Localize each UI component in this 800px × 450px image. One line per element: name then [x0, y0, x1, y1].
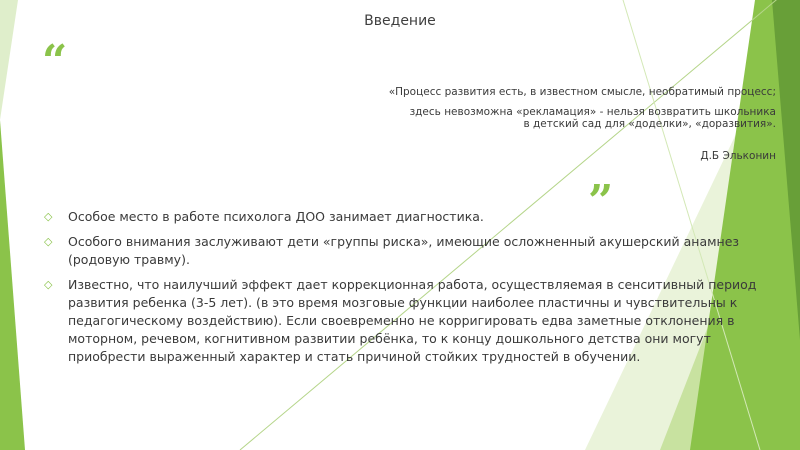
slide-title: Введение	[364, 13, 436, 29]
bullet-marker-icon: ◇	[44, 235, 53, 248]
bullet-list	[44, 208, 784, 373]
quote-author: Д.Б Эльконин	[700, 150, 776, 162]
bullet-marker-icon: ◇	[44, 210, 53, 223]
quote-line-3: в детский сад для «доделки», «доразвития».	[523, 118, 776, 130]
quote-line-2: здесь невозможна «рекламация» - нельзя возвратить школьника	[409, 106, 776, 118]
bullet-text: Известно, что наилучший эффект дает коррекционная работа, осуществляемая в сенситивный период развития ребенка (3-5 лет). (в это время мозговые функции наиболее пластичны и чувствительны к педагогическому воздействию). Если своевременно не корригировать едва заметные отклонения в моторном, речевом, когнитивном развитии ребёнка, то к концу дошкольного детства они могут приобрести выраженный характер и стать причиной стойких трудностей в обучении.	[68, 277, 757, 364]
bullet-item	[44, 276, 784, 366]
close-quote-mark: ”	[588, 176, 614, 227]
quote-line-1: «Процесс развития есть, в известном смысле, необратимый процесс;	[388, 86, 776, 98]
bullet-item	[44, 208, 784, 226]
decor-left-shape	[0, 120, 25, 450]
bullet-text: Особое место в работе психолога ДОО занимает диагностика.	[68, 209, 484, 224]
bullet-text: Особого внимания заслуживают дети «группы риска», имеющие осложненный акушерский анамнез (родовую травму).	[68, 234, 740, 267]
bullet-item	[44, 233, 784, 269]
bullet-marker-icon: ◇	[44, 278, 53, 291]
open-quote-mark: “	[42, 36, 68, 87]
